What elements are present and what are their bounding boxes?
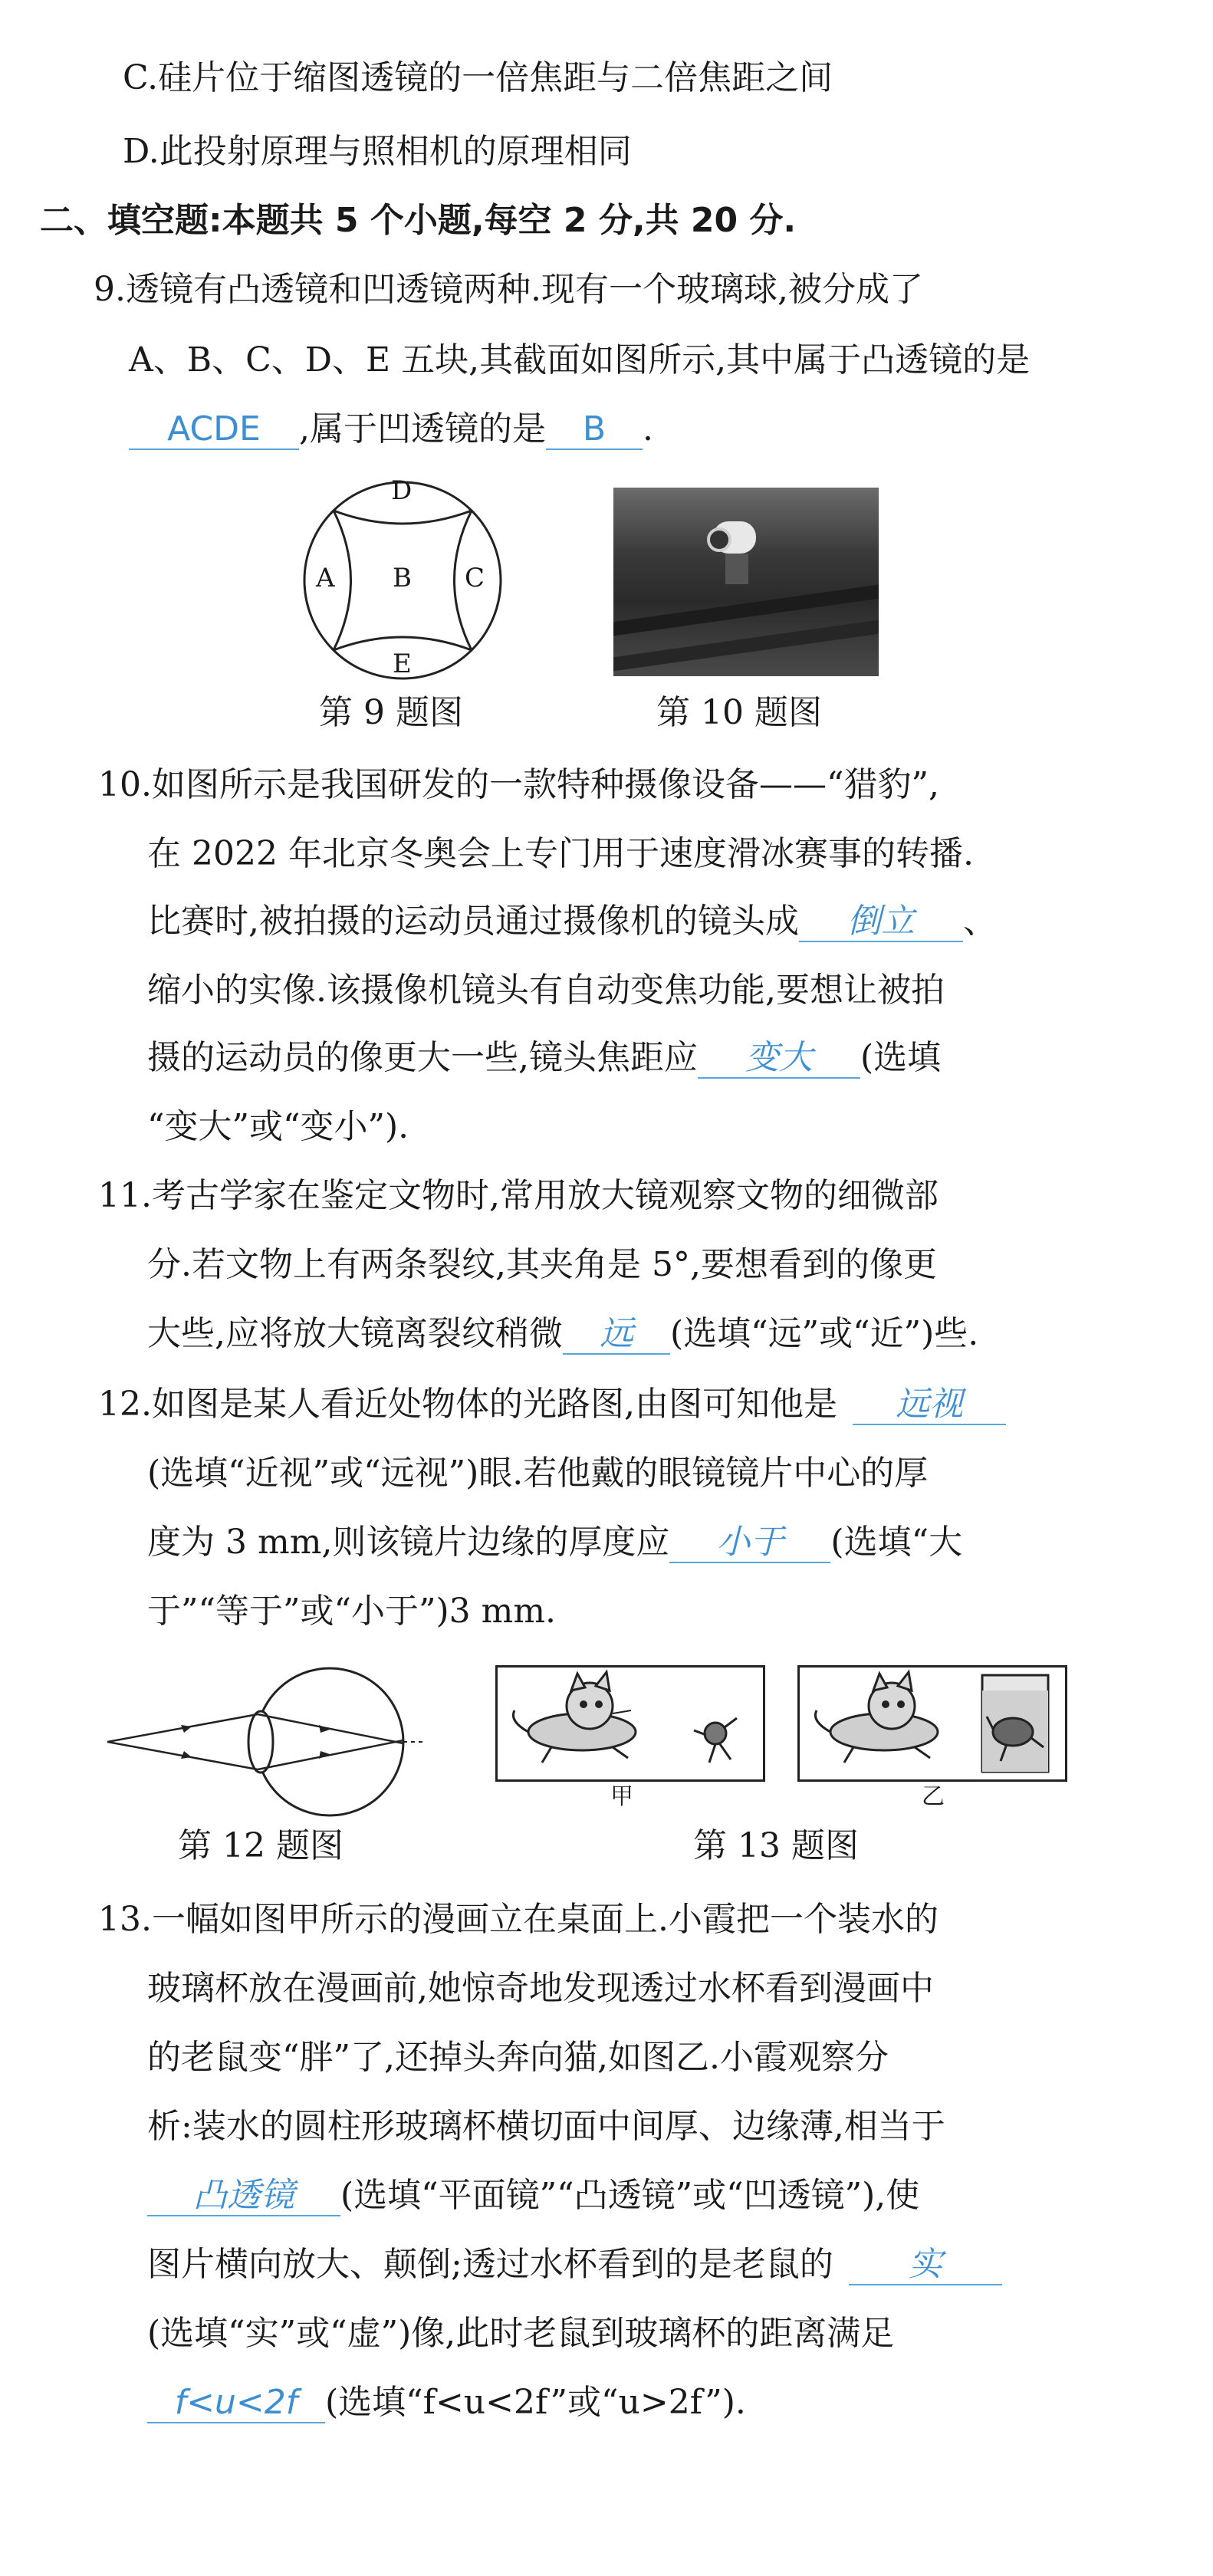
q13-line1: 13.一幅如图甲所示的漫画立在桌面上.小霞把一个装水的 <box>98 1900 939 1939</box>
q13-line6 <box>147 2242 1002 2288</box>
q10-line2: 在 2022 年北京冬奥会上专门用于速度滑冰赛事的转播. <box>147 834 974 873</box>
fig9-label-d: D <box>391 475 413 506</box>
q10-line3 <box>147 899 997 945</box>
q13-answer-image[interactable]: 实 <box>849 2246 1002 2285</box>
q12-line4: 于”“等于”或“小于”)3 mm. <box>147 1592 557 1631</box>
q13-line8 <box>147 2380 746 2426</box>
fig10-caption: 第 10 题图 <box>656 693 822 732</box>
q10-answer-inverted[interactable]: 倒立 <box>799 902 963 942</box>
q12-line2: (选填“近视”或“远视”)眼.若他戴的眼镜镜片中心的厚 <box>147 1454 929 1493</box>
q13-answer-lens[interactable]: 凸透镜 <box>147 2177 340 2216</box>
q10-line5-text: 摄的运动员的像更大一些,镜头焦距应 <box>147 1038 698 1077</box>
q11-line3-tail: (选填“远”或“近”)些. <box>670 1314 979 1353</box>
fig9-label-b: B <box>393 563 412 593</box>
option-d: D.此投射原理与照相机的原理相同 <box>123 132 632 171</box>
fig9-label-e: E <box>393 649 412 679</box>
q10-line1: 10.如图所示是我国研发的一款特种摄像设备——“猎豹”, <box>98 765 939 804</box>
q12-line1 <box>98 1382 1006 1428</box>
q12-answer-eye[interactable]: 远视 <box>853 1385 1006 1425</box>
figure-13-panel-yi <box>797 1665 1067 1782</box>
q13-line7: (选填“实”或“虚”)像,此时老鼠到玻璃杯的距离满足 <box>147 2314 895 2353</box>
fig9-label-a: A <box>316 563 335 593</box>
figure-12-eye-diagram <box>107 1664 429 1825</box>
q13-line2: 玻璃杯放在漫画前,她惊奇地发现透过水杯看到漫画中 <box>147 1969 934 2008</box>
q12-answer-thickness[interactable]: 小于 <box>669 1523 830 1563</box>
camera-mount <box>725 554 748 584</box>
fig13-caption: 第 13 题图 <box>693 1826 859 1865</box>
q9-line3 <box>129 406 653 452</box>
q10-line3-tail: 、 <box>963 902 997 941</box>
cat-mouse-cartoon-jia <box>498 1668 763 1779</box>
q13-line3: 的老鼠变“胖”了,还掉头奔向猫,如图乙.小霞观察分 <box>147 2038 889 2077</box>
q12-line3-tail: (选填“大 <box>830 1523 963 1562</box>
q9-answer-concave[interactable]: B <box>546 410 643 450</box>
fig13-label-yi: 乙 <box>922 1783 945 1810</box>
camera-lens <box>707 527 731 552</box>
figure-13-panel-jia <box>495 1665 765 1782</box>
fig9-caption: 第 9 题图 <box>319 693 463 732</box>
q11-line1: 11.考古学家在鉴定文物时,常用放大镜观察文物的细微部 <box>98 1176 939 1215</box>
figure-10-camera-photo <box>613 488 879 676</box>
q13-line5 <box>147 2173 919 2219</box>
q10-line4: 缩小的实像.该摄像机镜头有自动变焦功能,要想让被拍 <box>147 971 945 1010</box>
fig9-label-c: C <box>465 563 485 593</box>
q13-line5-tail: (选填“平面镜”“凸透镜”或“凹透镜”),使 <box>340 2176 920 2215</box>
q10-answer-focal[interactable]: 变大 <box>698 1039 860 1079</box>
fig13-label-jia: 甲 <box>610 1783 633 1810</box>
q9-mid-text: ,属于凹透镜的是 <box>299 409 546 449</box>
q9-end: . <box>643 409 653 449</box>
q10-line6: “变大”或“变小”). <box>147 1107 409 1146</box>
q12-line3-text: 度为 3 mm,则该镜片边缘的厚度应 <box>147 1523 670 1562</box>
q10-line3-text: 比赛时,被拍摄的运动员通过摄像机的镜头成 <box>147 902 799 941</box>
q11-line3-text: 大些,应将放大镜离裂纹稍微 <box>147 1314 563 1353</box>
q11-answer[interactable]: 远 <box>563 1315 670 1355</box>
q12-line3 <box>147 1520 962 1566</box>
q10-line5-tail: (选填 <box>860 1038 942 1077</box>
q13-line8-tail: (选填“f<u<2f”或“u>2f”). <box>325 2383 746 2422</box>
q13-line4: 析:装水的圆柱形玻璃杯横切面中间厚、边缘薄,相当于 <box>147 2107 945 2146</box>
section-title: 二、填空题:本题共 5 个小题,每空 2 分,共 20 分. <box>40 201 797 240</box>
q13-answer-distance[interactable]: f<u<2f <box>147 2384 325 2423</box>
cat-mouse-cartoon-yi <box>800 1668 1065 1779</box>
q9-answer-convex[interactable]: ACDE <box>129 410 299 450</box>
q11-line3 <box>147 1311 978 1357</box>
q10-line5 <box>147 1035 941 1081</box>
q11-line2: 分.若文物上有两条裂纹,其夹角是 5°,要想看到的像更 <box>147 1245 937 1284</box>
q9-line2: A、B、C、D、E 五块,其截面如图所示,其中属于凸透镜的是 <box>129 340 1031 380</box>
fig12-caption: 第 12 题图 <box>178 1826 344 1865</box>
q12-line1-text: 12.如图是某人看近处物体的光路图,由图可知他是 <box>98 1385 837 1424</box>
option-c: C.硅片位于缩图透镜的一倍焦距与二倍焦距之间 <box>123 58 833 97</box>
q9-line1: 9.透镜有凸透镜和凹透镜两种.现有一个玻璃球,被分成了 <box>94 270 923 309</box>
q13-line6-text: 图片横向放大、颠倒;透过水杯看到的是老鼠的 <box>147 2245 833 2284</box>
